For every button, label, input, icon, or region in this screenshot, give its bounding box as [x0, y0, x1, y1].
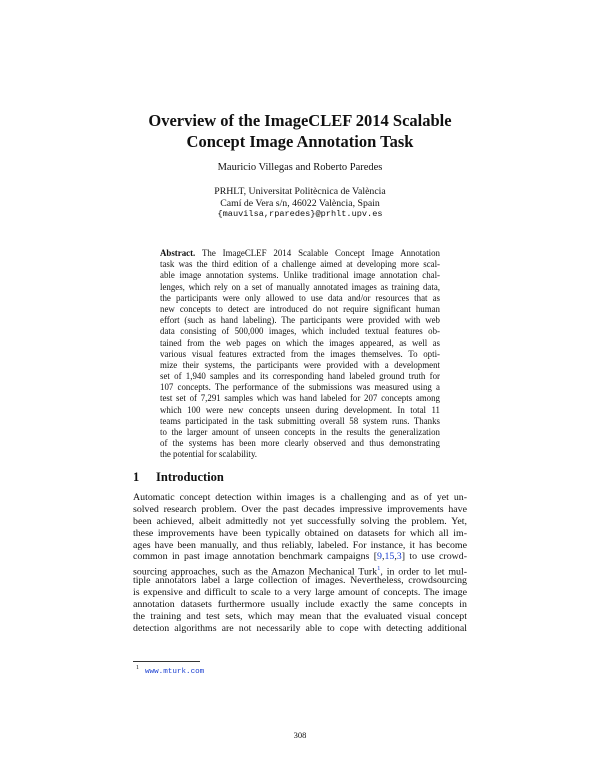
body-line: been achieved, albeit admittedly not yet successfully solving the problem. Yet,: [133, 515, 467, 527]
abstract-line: the potential for scalability.: [160, 449, 258, 460]
section-title: Introduction: [156, 470, 224, 484]
abstract-line: mize their systems, the participants were provided with a development: [160, 359, 440, 370]
abstract-label: Abstract.: [160, 248, 196, 258]
intro-paragraph: [133, 492, 467, 635]
abstract-line: set of 1,940 samples and its corresponding hand labeled ground truth for: [160, 371, 440, 382]
affiliation-line: PRHLT, Universitat Politècnica de València: [214, 186, 386, 197]
abstract-block: [160, 248, 440, 461]
body-line: Automatic concept detection within images is a challenging and as of yet un-: [133, 492, 467, 503]
body-line: common in past image annotation benchmark campaigns [9,15,3] to use crowd-: [133, 551, 467, 563]
body-line: is expensive and difficult to scale to a very large amount of concepts. The image: [133, 587, 467, 599]
abstract-line: which 100 were new concepts unseen during development. In total 11: [160, 404, 440, 415]
abstract-line: various visual features extracted from the images themselves. To opti-: [160, 348, 440, 359]
section-heading: [133, 470, 224, 485]
title-line-2: Concept Image Annotation Task: [186, 132, 414, 151]
paper-title: [100, 110, 500, 152]
abstract-line: task was the third edition of a challenge aimed at developing more scal-: [160, 259, 440, 270]
body-line: tiple annotators label a large collection of images. Nevertheless, crowdsourcing: [133, 575, 467, 587]
abstract-line: lenges, which rely on a set of manually annotated images as training data,: [160, 281, 440, 292]
abstract-line: new concepts to detect are introduced do not require significant human: [160, 303, 440, 314]
citation-link[interactable]: 3: [396, 551, 402, 563]
footnote-marker-link[interactable]: 1: [377, 565, 381, 573]
abstract-line: 107 concepts. The performance of the submissions was measured using a: [160, 382, 440, 393]
abstract-line: the participants were only allowed to use data and/or resources that as: [160, 292, 440, 303]
abstract-line: of the systems has been more clearly observed and thus demonstrating: [160, 438, 440, 449]
author-email: {mauvilsa,rparedes}@prhlt.upv.es: [217, 209, 383, 219]
abstract-line: test set of 7,291 samples which was hand labeled for 207 concepts among: [160, 393, 440, 404]
section-number: 1: [133, 470, 140, 484]
body-line: sourcing approaches, such as the Amazon Mechanical Turk$^1$, in order to let mul-: [133, 565, 467, 578]
body-line: the training and test sets, which may mean that the evaluated visual concept: [133, 610, 467, 622]
abstract-line: to the larger amount of unseen concepts in the results the generalization: [160, 427, 440, 437]
body-line: detection algorithms are not necessarily able to cope with detecting additional: [133, 622, 467, 634]
page-number: 308: [293, 730, 307, 740]
affiliation-block: [100, 186, 500, 221]
body-line: these improvements have been typically obtained on datasets for which all im-: [133, 527, 467, 539]
title-line-1: Overview of the ImageCLEF 2014 Scalable: [148, 111, 452, 130]
abstract-line: able image annotation systems. Unlike traditional image annotation chal-: [160, 270, 440, 281]
abstract-line: data consisting of 500,000 images, which included textual features ob-: [160, 326, 440, 337]
abstract-line: tained from the web pages on which the images appeared, as well as: [160, 337, 440, 348]
abstract-line: teams participated in the task submitting overall 58 system runs. Thanks: [160, 415, 440, 426]
abstract-line: effort (such as hand labeling). The participants were provided with web: [160, 315, 440, 326]
body-line: ages have been manually, and thus reliably, labeled. For instance, it has become: [133, 539, 467, 551]
footnote-url-link[interactable]: www.mturk.com: [145, 668, 205, 676]
footnote-number: 1: [136, 665, 139, 671]
author-list: Mauricio Villegas and Roberto Paredes: [217, 162, 383, 173]
footnote: [136, 665, 204, 676]
citation-link[interactable]: 9: [377, 551, 382, 563]
abstract-line: Abstract. The ImageCLEF 2014 Scalable Concept Image Annotation: [160, 248, 440, 258]
footnote-divider: [133, 661, 200, 662]
body-line: solved research problem. Over the past decades impressive improvements have: [133, 503, 467, 515]
body-line: annotation datasets furthermore usually include exactly the same concepts in: [133, 599, 467, 611]
address-line: Camí de Vera s/n, 46022 València, Spain: [220, 197, 380, 209]
citation-link[interactable]: 15: [384, 551, 395, 563]
